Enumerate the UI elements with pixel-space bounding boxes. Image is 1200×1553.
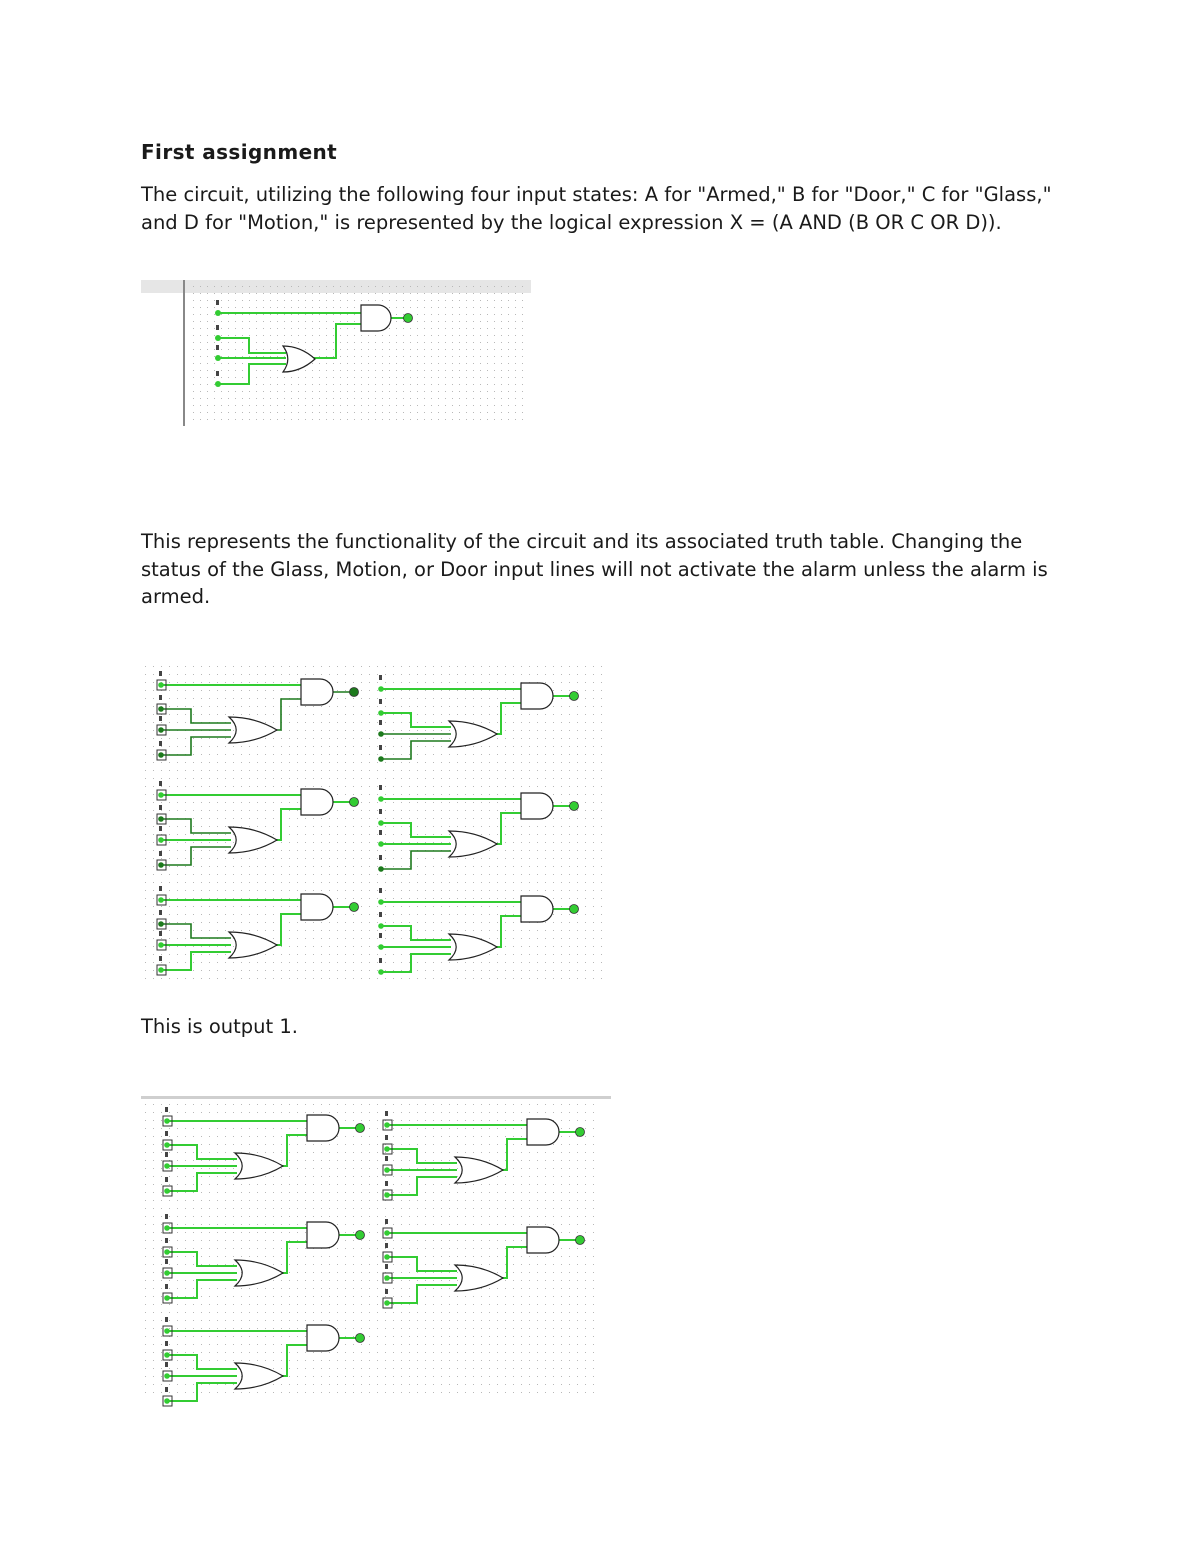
output-led — [570, 692, 579, 701]
circuit — [378, 888, 578, 975]
pin-label-mark — [216, 325, 219, 330]
pin-label-mark — [159, 741, 162, 746]
pin-label-mark — [385, 1289, 388, 1294]
wire — [313, 324, 361, 358]
wire — [381, 851, 451, 869]
output-led — [404, 314, 413, 323]
pin-label-mark — [165, 1238, 168, 1243]
or-gate — [455, 1157, 503, 1183]
or-gate — [229, 717, 277, 743]
input-pin-dot — [158, 706, 164, 712]
editor-frame-line — [183, 280, 185, 426]
or-gate — [455, 1265, 503, 1291]
wire — [502, 1139, 527, 1170]
pin-label-mark — [385, 1264, 388, 1269]
input-pin-dot — [378, 756, 384, 762]
pin-label-mark — [165, 1284, 168, 1289]
schematic — [215, 300, 413, 387]
input-pin-dot — [378, 866, 384, 872]
paragraph-expression: The circuit, utilizing the following four input states: A for "Armed," B for "Door," C for "Glass," and D for "Motion," is represented by the logical expression X = (A AND (B OR C OR D)). — [141, 183, 1052, 234]
wire — [387, 1177, 457, 1195]
wire — [161, 709, 231, 723]
and-gate — [307, 1115, 339, 1141]
input-pin-dot — [384, 1122, 390, 1128]
input-pin-dot — [158, 682, 164, 688]
wire — [167, 1252, 237, 1266]
pin-label-mark — [159, 956, 162, 961]
pin-label-mark — [159, 826, 162, 831]
pin-label-mark — [379, 958, 382, 963]
or-gate — [449, 721, 497, 747]
pin-label-mark — [159, 886, 162, 891]
input-pin-dot — [378, 841, 384, 847]
pin-label-mark — [165, 1259, 168, 1264]
or-gate — [235, 1260, 283, 1286]
pin-label-mark — [379, 888, 382, 893]
and-gate — [301, 789, 333, 815]
circuit — [378, 785, 578, 872]
grid-dots — [145, 666, 602, 979]
wire — [161, 847, 231, 865]
pin-label-mark — [216, 345, 219, 350]
or-gate — [229, 827, 277, 853]
wire — [218, 364, 286, 384]
pin-label-mark — [379, 720, 382, 725]
wire — [161, 952, 231, 970]
input-pin-a — [215, 310, 221, 316]
and-gate — [527, 1119, 559, 1145]
input-pin-dot — [378, 944, 384, 950]
input-pin-dot — [164, 1188, 170, 1194]
input-pin-dot — [378, 969, 384, 975]
truth-table-figure-2 — [141, 1096, 611, 1408]
wire — [381, 823, 451, 837]
output-led — [576, 1128, 585, 1137]
pin-label-mark — [165, 1177, 168, 1182]
input-pin-b — [215, 335, 221, 341]
input-pin-dot — [378, 796, 384, 802]
and-gate — [301, 894, 333, 920]
wire — [496, 916, 521, 947]
paragraph-functionality: This represents the functionality of the circuit and its associated truth table. Changing the status of the Glass, Motion, or Door input lines will not activate the alarm unless the alarm is armed. — [141, 530, 1048, 608]
pin-label-mark — [165, 1152, 168, 1157]
wire — [167, 1173, 237, 1191]
pin-label-mark — [159, 781, 162, 786]
editor-toolbar — [141, 280, 531, 293]
or-gate — [235, 1363, 283, 1389]
input-pin-dot — [378, 820, 384, 826]
wire — [161, 737, 231, 755]
pin-label-mark — [385, 1181, 388, 1186]
input-pin-dot — [378, 686, 384, 692]
input-pin-dot — [158, 862, 164, 868]
input-pin-dot — [164, 1295, 170, 1301]
wire — [381, 926, 451, 940]
input-pin-dot — [384, 1254, 390, 1260]
input-pin-dot — [384, 1275, 390, 1281]
input-pin-dot — [378, 923, 384, 929]
pin-label-mark — [379, 809, 382, 814]
and-gate — [521, 683, 553, 709]
truth-table-figure-1 — [141, 660, 611, 990]
pin-label-mark — [165, 1131, 168, 1136]
input-pin-dot — [384, 1300, 390, 1306]
pin-label-mark — [379, 855, 382, 860]
wire — [387, 1285, 457, 1303]
and-gate — [527, 1227, 559, 1253]
input-pin-dot — [158, 792, 164, 798]
document-heading: First assignment — [141, 140, 338, 164]
or-gate — [235, 1153, 283, 1179]
wire — [387, 1257, 457, 1271]
input-pin-dot — [158, 897, 164, 903]
pin-label-mark — [159, 716, 162, 721]
or-gate — [229, 932, 277, 958]
input-pin-dot — [378, 899, 384, 905]
pin-label-mark — [165, 1214, 168, 1219]
output-led — [356, 1124, 365, 1133]
input-pin-dot — [158, 837, 164, 843]
pin-label-mark — [159, 910, 162, 915]
pin-label-mark — [165, 1387, 168, 1392]
circuit-schematic-figure — [141, 280, 531, 430]
wire — [282, 1135, 307, 1166]
wire — [381, 713, 451, 727]
input-pin-dot — [384, 1146, 390, 1152]
wire — [381, 954, 451, 972]
pin-label-mark — [216, 371, 219, 376]
wire — [167, 1355, 237, 1369]
wire — [161, 819, 231, 833]
input-pin-dot — [164, 1270, 170, 1276]
output-led — [356, 1231, 365, 1240]
input-pin-dot — [158, 942, 164, 948]
input-pin-dot — [158, 816, 164, 822]
pin-label-mark — [379, 675, 382, 680]
wire — [276, 809, 301, 840]
wire — [387, 1149, 457, 1163]
pin-label-mark — [379, 933, 382, 938]
output-led — [350, 798, 359, 807]
pin-label-mark — [379, 912, 382, 917]
and-gate — [521, 793, 553, 819]
wire — [282, 1242, 307, 1273]
output-led — [570, 905, 579, 914]
wire — [381, 741, 451, 759]
pin-label-mark — [165, 1317, 168, 1322]
input-pin-dot — [378, 710, 384, 716]
input-pin-dot — [164, 1225, 170, 1231]
wire — [502, 1247, 527, 1278]
and-gate — [307, 1325, 339, 1351]
and-gate — [521, 896, 553, 922]
pin-label-mark — [379, 785, 382, 790]
input-pin-dot — [164, 1118, 170, 1124]
pin-label-mark — [216, 300, 219, 305]
input-pin-dot — [164, 1163, 170, 1169]
circuit — [383, 1219, 585, 1308]
pin-label-mark — [379, 699, 382, 704]
or-gate — [283, 346, 315, 372]
pin-label-mark — [379, 745, 382, 750]
pin-label-mark — [165, 1362, 168, 1367]
input-pin-c — [215, 355, 221, 361]
editor-toolbar — [141, 1096, 611, 1099]
input-pin-dot — [384, 1192, 390, 1198]
circuit — [383, 1111, 585, 1200]
and-gate — [301, 679, 333, 705]
input-pin-dot — [378, 731, 384, 737]
pin-label-mark — [159, 805, 162, 810]
output-led — [350, 688, 359, 697]
input-pin-dot — [158, 752, 164, 758]
wire — [161, 924, 231, 938]
input-pin-dot — [164, 1142, 170, 1148]
pin-label-mark — [385, 1111, 388, 1116]
output-led — [576, 1236, 585, 1245]
and-gate — [307, 1222, 339, 1248]
input-pin-dot — [384, 1167, 390, 1173]
or-gate — [449, 934, 497, 960]
circuit — [378, 675, 578, 762]
input-pin-dot — [164, 1352, 170, 1358]
pin-label-mark — [385, 1135, 388, 1140]
pin-label-mark — [159, 671, 162, 676]
input-pin-dot — [384, 1230, 390, 1236]
pin-label-mark — [165, 1107, 168, 1112]
pin-label-mark — [159, 931, 162, 936]
input-pin-d — [215, 381, 221, 387]
paragraph-output-1: This is output 1. — [141, 1015, 298, 1038]
output-led — [356, 1334, 365, 1343]
input-pin-dot — [164, 1398, 170, 1404]
grid-dots — [193, 286, 523, 420]
output-led — [350, 903, 359, 912]
circuit — [163, 1214, 365, 1303]
pin-label-mark — [379, 830, 382, 835]
circuit — [163, 1107, 365, 1196]
wire — [496, 813, 521, 844]
pin-label-mark — [385, 1243, 388, 1248]
input-pin-dot — [164, 1249, 170, 1255]
wire — [218, 338, 286, 353]
wire — [496, 703, 521, 734]
wire — [276, 914, 301, 945]
output-led — [570, 802, 579, 811]
input-pin-dot — [164, 1373, 170, 1379]
and-gate — [361, 305, 391, 331]
input-pin-dot — [158, 727, 164, 733]
input-pin-dot — [164, 1328, 170, 1334]
pin-label-mark — [385, 1219, 388, 1224]
pin-label-mark — [159, 695, 162, 700]
input-pin-dot — [158, 921, 164, 927]
wire — [282, 1345, 307, 1376]
pin-label-mark — [159, 851, 162, 856]
input-pin-dot — [158, 967, 164, 973]
pin-label-mark — [385, 1156, 388, 1161]
pin-label-mark — [165, 1341, 168, 1346]
circuit — [157, 781, 359, 870]
